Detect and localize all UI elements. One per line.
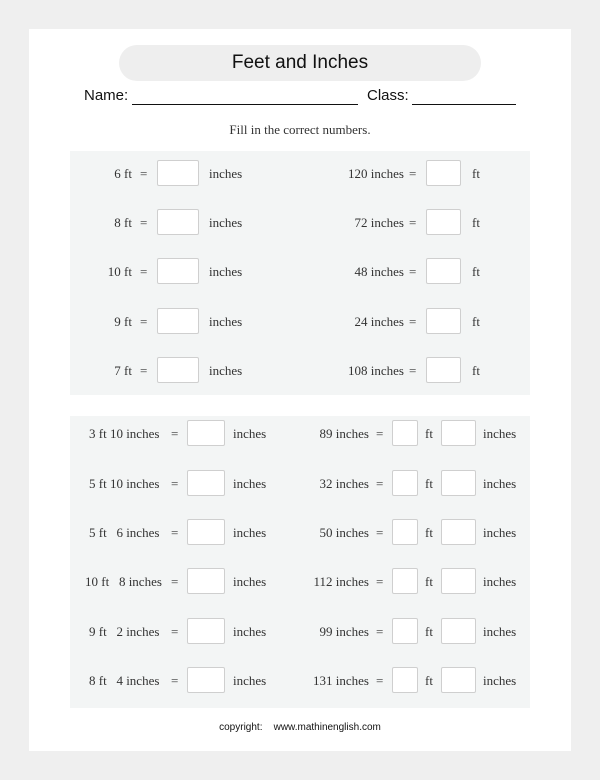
unit-label: inches (209, 166, 243, 181)
feet-inches-value: 5 ft 10 inches (89, 476, 160, 491)
feet-answer-box[interactable] (392, 667, 418, 693)
conversion-row (70, 618, 530, 646)
equals-sign: = (376, 476, 384, 491)
feet-inches-value: 9 ft 2 inches (89, 624, 160, 639)
instruction-text: Fill in the correct numbers. (229, 122, 371, 137)
conversion-row (70, 568, 530, 596)
unit-label: inches (233, 673, 267, 688)
feet-answer-box[interactable] (392, 568, 418, 594)
unit-label: inches (233, 426, 267, 441)
answer-box[interactable] (426, 160, 461, 186)
inches-answer-box[interactable] (441, 420, 476, 446)
answer-box[interactable] (187, 519, 225, 545)
equals-sign: = (409, 314, 417, 329)
inches-value: 32 inches (319, 476, 369, 491)
name-line[interactable] (132, 104, 358, 105)
equals-sign: = (409, 264, 417, 279)
conversion-row (70, 519, 530, 547)
equals-sign: = (376, 624, 384, 639)
name-class-row (84, 87, 524, 109)
unit-label: inches (209, 314, 243, 329)
feet-value: 7 ft (114, 363, 132, 378)
conversion-row (70, 258, 530, 286)
feet-value: 6 ft (114, 166, 132, 181)
unit-label: ft (472, 166, 480, 181)
feet-answer-box[interactable] (392, 618, 418, 644)
unit-label: ft (472, 264, 480, 279)
inches-answer-box[interactable] (441, 568, 476, 594)
inches-unit-label: inches (483, 673, 517, 688)
answer-box[interactable] (187, 568, 225, 594)
answer-box[interactable] (187, 667, 225, 693)
conversion-row (70, 308, 530, 336)
inches-value: 50 inches (319, 525, 369, 540)
inches-value: 108 inches (348, 363, 404, 378)
conversion-row (70, 357, 530, 385)
inches-value: 24 inches (354, 314, 404, 329)
equals-sign: = (171, 624, 179, 639)
feet-unit-label: ft (425, 624, 433, 639)
inches-value: 48 inches (354, 264, 404, 279)
feet-unit-label: ft (425, 673, 433, 688)
feet-unit-label: ft (425, 476, 433, 491)
inches-value: 120 inches (348, 166, 404, 181)
conversion-row (70, 209, 530, 237)
feet-inches-value: 3 ft 10 inches (89, 426, 160, 441)
answer-box[interactable] (426, 308, 461, 334)
equals-sign: = (171, 574, 179, 589)
inches-value: 131 inches (313, 673, 369, 688)
feet-value: 10 ft (107, 264, 132, 279)
unit-label: ft (472, 363, 480, 378)
inches-unit-label: inches (483, 426, 517, 441)
feet-unit-label: ft (425, 426, 433, 441)
inches-answer-box[interactable] (441, 667, 476, 693)
inches-value: 112 inches (313, 574, 369, 589)
inches-answer-box[interactable] (441, 470, 476, 496)
equals-sign: = (140, 264, 148, 279)
conversion-row (70, 160, 530, 188)
unit-label: inches (233, 525, 267, 540)
feet-value: 9 ft (114, 314, 132, 329)
equals-sign: = (140, 363, 148, 378)
equals-sign: = (140, 215, 148, 230)
equals-sign: = (171, 525, 179, 540)
answer-box[interactable] (426, 209, 461, 235)
inches-value: 99 inches (319, 624, 369, 639)
feet-answer-box[interactable] (392, 470, 418, 496)
inches-answer-box[interactable] (441, 618, 476, 644)
class-line[interactable] (412, 104, 516, 105)
equals-sign: = (140, 166, 148, 181)
feet-unit-label: ft (425, 574, 433, 589)
equals-sign: = (376, 574, 384, 589)
equals-sign: = (171, 476, 179, 491)
equals-sign: = (376, 673, 384, 688)
unit-label: inches (209, 264, 243, 279)
section-mixed-conversions (70, 416, 530, 708)
worksheet-title: Feet and Inches (119, 45, 481, 81)
answer-box[interactable] (157, 357, 199, 383)
inches-unit-label: inches (483, 574, 517, 589)
equals-sign: = (409, 363, 417, 378)
inches-unit-label: inches (483, 624, 517, 639)
copyright-footer: copyright: www.mathinenglish.com (219, 722, 381, 733)
feet-unit-label: ft (425, 525, 433, 540)
feet-answer-box[interactable] (392, 420, 418, 446)
unit-label: ft (472, 314, 480, 329)
class-label: Class: (367, 87, 409, 104)
unit-label: inches (233, 624, 267, 639)
conversion-row (70, 420, 530, 448)
equals-sign: = (171, 426, 179, 441)
answer-box[interactable] (157, 209, 199, 235)
inches-unit-label: inches (483, 476, 517, 491)
feet-inches-value: 5 ft 6 inches (89, 525, 160, 540)
feet-answer-box[interactable] (392, 519, 418, 545)
answer-box[interactable] (426, 357, 461, 383)
name-label: Name: (84, 87, 129, 104)
unit-label: inches (209, 363, 243, 378)
inches-unit-label: inches (483, 525, 517, 540)
unit-label: inches (209, 215, 243, 230)
unit-label: inches (233, 476, 267, 491)
answer-box[interactable] (157, 308, 199, 334)
answer-box[interactable] (157, 258, 199, 284)
feet-value: 8 ft (114, 215, 132, 230)
answer-box[interactable] (157, 160, 199, 186)
answer-box[interactable] (187, 420, 225, 446)
unit-label: ft (472, 215, 480, 230)
unit-label: inches (233, 574, 267, 589)
equals-sign: = (409, 166, 417, 181)
equals-sign: = (171, 673, 179, 688)
inches-value: 89 inches (319, 426, 369, 441)
inches-value: 72 inches (354, 215, 404, 230)
answer-box[interactable] (187, 618, 225, 644)
feet-inches-value: 10 ft 8 inches (85, 574, 162, 589)
conversion-row (70, 470, 530, 498)
answer-box[interactable] (426, 258, 461, 284)
equals-sign: = (376, 525, 384, 540)
conversion-row (70, 667, 530, 695)
worksheet-page (29, 29, 571, 751)
equals-sign: = (409, 215, 417, 230)
equals-sign: = (376, 426, 384, 441)
answer-box[interactable] (187, 470, 225, 496)
section-simple-conversions (70, 151, 530, 395)
feet-inches-value: 8 ft 4 inches (89, 673, 160, 688)
equals-sign: = (140, 314, 148, 329)
inches-answer-box[interactable] (441, 519, 476, 545)
